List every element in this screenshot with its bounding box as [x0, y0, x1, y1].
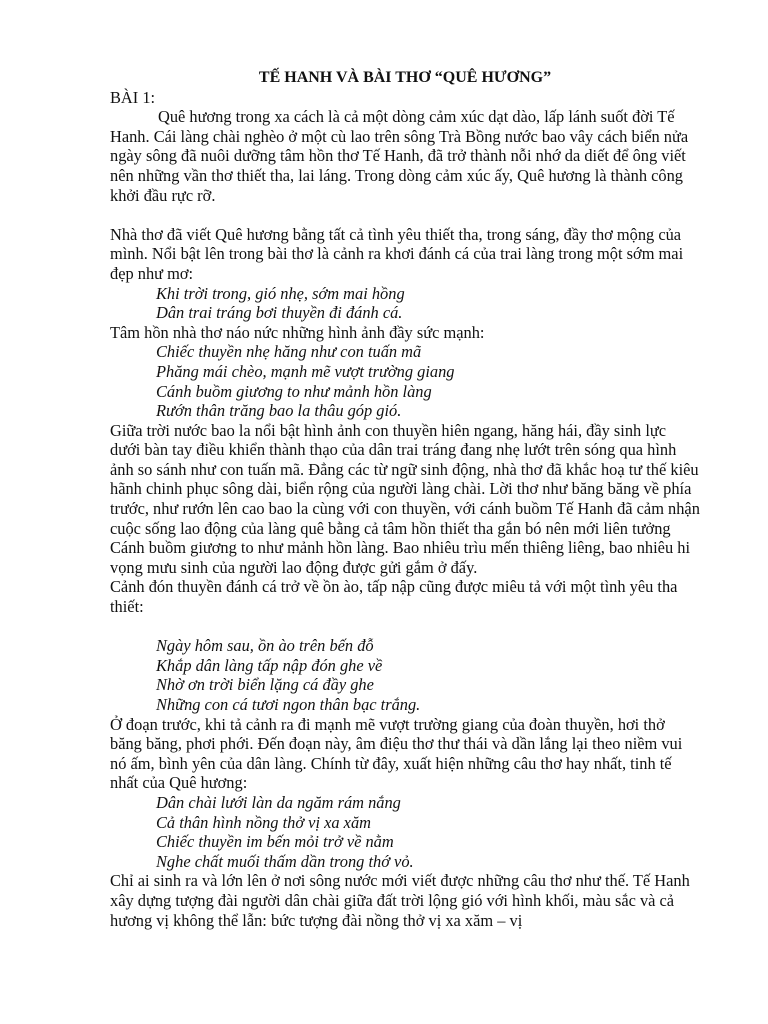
paragraph-5: Cảnh đón thuyền đánh cá trở về ồn ào, tấp nập cũng được miêu tả với một tình yêu tha thiết:: [110, 577, 678, 617]
verse-line: Cả thân hình nồng thở vị xa xăm: [156, 812, 371, 832]
paragraph-6: Ở đoạn trước, khi tả cảnh ra đi mạnh mẽ vượt trường giang của đoàn thuyền, hơi thở băng băng, phơi phới. Đến đoạn này, âm điệu thơ thư thái và dần lắng lại theo niềm vui nó ấm, bình yên của dân làng. Chính từ đây, xuất hiện những câu thơ hay nhất, tinh tế nhất của Quê hương:: [110, 714, 683, 793]
paragraph-3: Tâm hồn nhà thơ náo nức những hình ảnh đầy sức mạnh:: [110, 322, 485, 342]
verse-line: Những con cá tươi ngon thân bạc trắng.: [156, 695, 421, 714]
verse-line: Dân trai tráng bơi thuyền đi đánh cá.: [156, 303, 403, 323]
verse-line: Nhờ ơn trời biển lặng cá đầy ghe: [156, 675, 374, 695]
section-label: BÀI 1:: [110, 87, 156, 107]
paragraph-7: Chỉ ai sinh ra và lớn lên ở nơi sông nước mới viết được những câu thơ như thế. Tế Hanh xây dựng tượng đài người dân chài giữa đất trời lộng gió với hình khối, màu sắc và cả hương vị không thể lẫn: bức tượng đài nồng thở vị xa xăm – vị: [110, 871, 690, 930]
verse-line: Rướn thân trăng bao la thâu góp gió.: [156, 401, 402, 421]
paragraph-1: Quê hương trong xa cách là cả một dòng cảm xúc dạt dào, lấp lánh suốt đời Tế Hanh. Cái làng chài nghèo ở một cù lao trên sông Trà Bồng nước bao vây cách biển nửa ngày sông đã nuôi dưỡng tâm hồn thơ Tế Hanh, đã trở thành nỗi nhớ da diết để ông viết nên những vần thơ thiết tha, lai láng. Trong dòng cảm xúc ấy, Quê hương là thành công khởi đầu rực rỡ.: [110, 107, 689, 205]
verse-line: Ngày hôm sau, ồn ào trên bến đỗ: [156, 636, 374, 656]
verse-line: Khi trời trong, gió nhẹ, sớm mai hồng: [156, 283, 405, 303]
document-page: [110, 68, 700, 930]
verse-line: Dân chài lưới làn da ngăm rám nắng: [156, 792, 401, 812]
verse-line: Cánh buồm giương to như mảnh hồn làng: [156, 381, 432, 401]
blank-line: [110, 617, 700, 637]
verse-line: Chiếc thuyền im bến mỏi trở về nằm: [156, 832, 394, 852]
verse-line: Phăng mái chèo, mạnh mẽ vượt trường giang: [156, 361, 455, 381]
verse-line: Chiếc thuyền nhẹ hăng như con tuấn mã: [156, 342, 422, 362]
document-title: TẾ HANH VÀ BÀI THƠ “QUÊ HƯƠNG”: [258, 69, 552, 86]
verse-line: Khắp dân làng tấp nập đón ghe về: [156, 655, 383, 675]
paragraph-4: Giữa trời nước bao la nổi bật hình ảnh con thuyền hiên ngang, hăng hái, đầy sinh lực dưới bàn tay điều khiển thành thạo của dân trai tráng đang nhẹ lướt trên sóng qua hình ảnh so sánh như con tuấn mã. Đẳng các từ ngữ sinh động, nhà thơ đã khắc hoạ tư thế kiêu hãnh chinh phục sông dài, biển rộng của người làng chài. Lời thơ như băng băng về phía trước, như rướn lên cao bao la cùng với con thuyền, với cánh buồm Tế Hanh đã cảm nhận cuộc sống lao động của làng quê bằng cả tâm hồn thiết tha gắn bó nên mới liên tưởng Cánh buồm giương to như mảnh hồn làng. Bao nhiêu trìu mến thiêng liêng, bao nhiêu hi vọng mưu sinh của người lao động được gửi gắm ở đấy.: [110, 420, 700, 577]
blank-line: [110, 205, 700, 225]
paragraph-2: Nhà thơ đã viết Quê hương bằng tất cả tình yêu thiết tha, trong sáng, đầy thơ mộng của mình. Nổi bật lên trong bài thơ là cảnh ra khơi đánh cá của trai làng trong một sớm mai đẹp như mơ:: [110, 224, 684, 283]
verse-line: Nghe chất muối thấm dần trong thớ vỏ.: [156, 851, 414, 871]
